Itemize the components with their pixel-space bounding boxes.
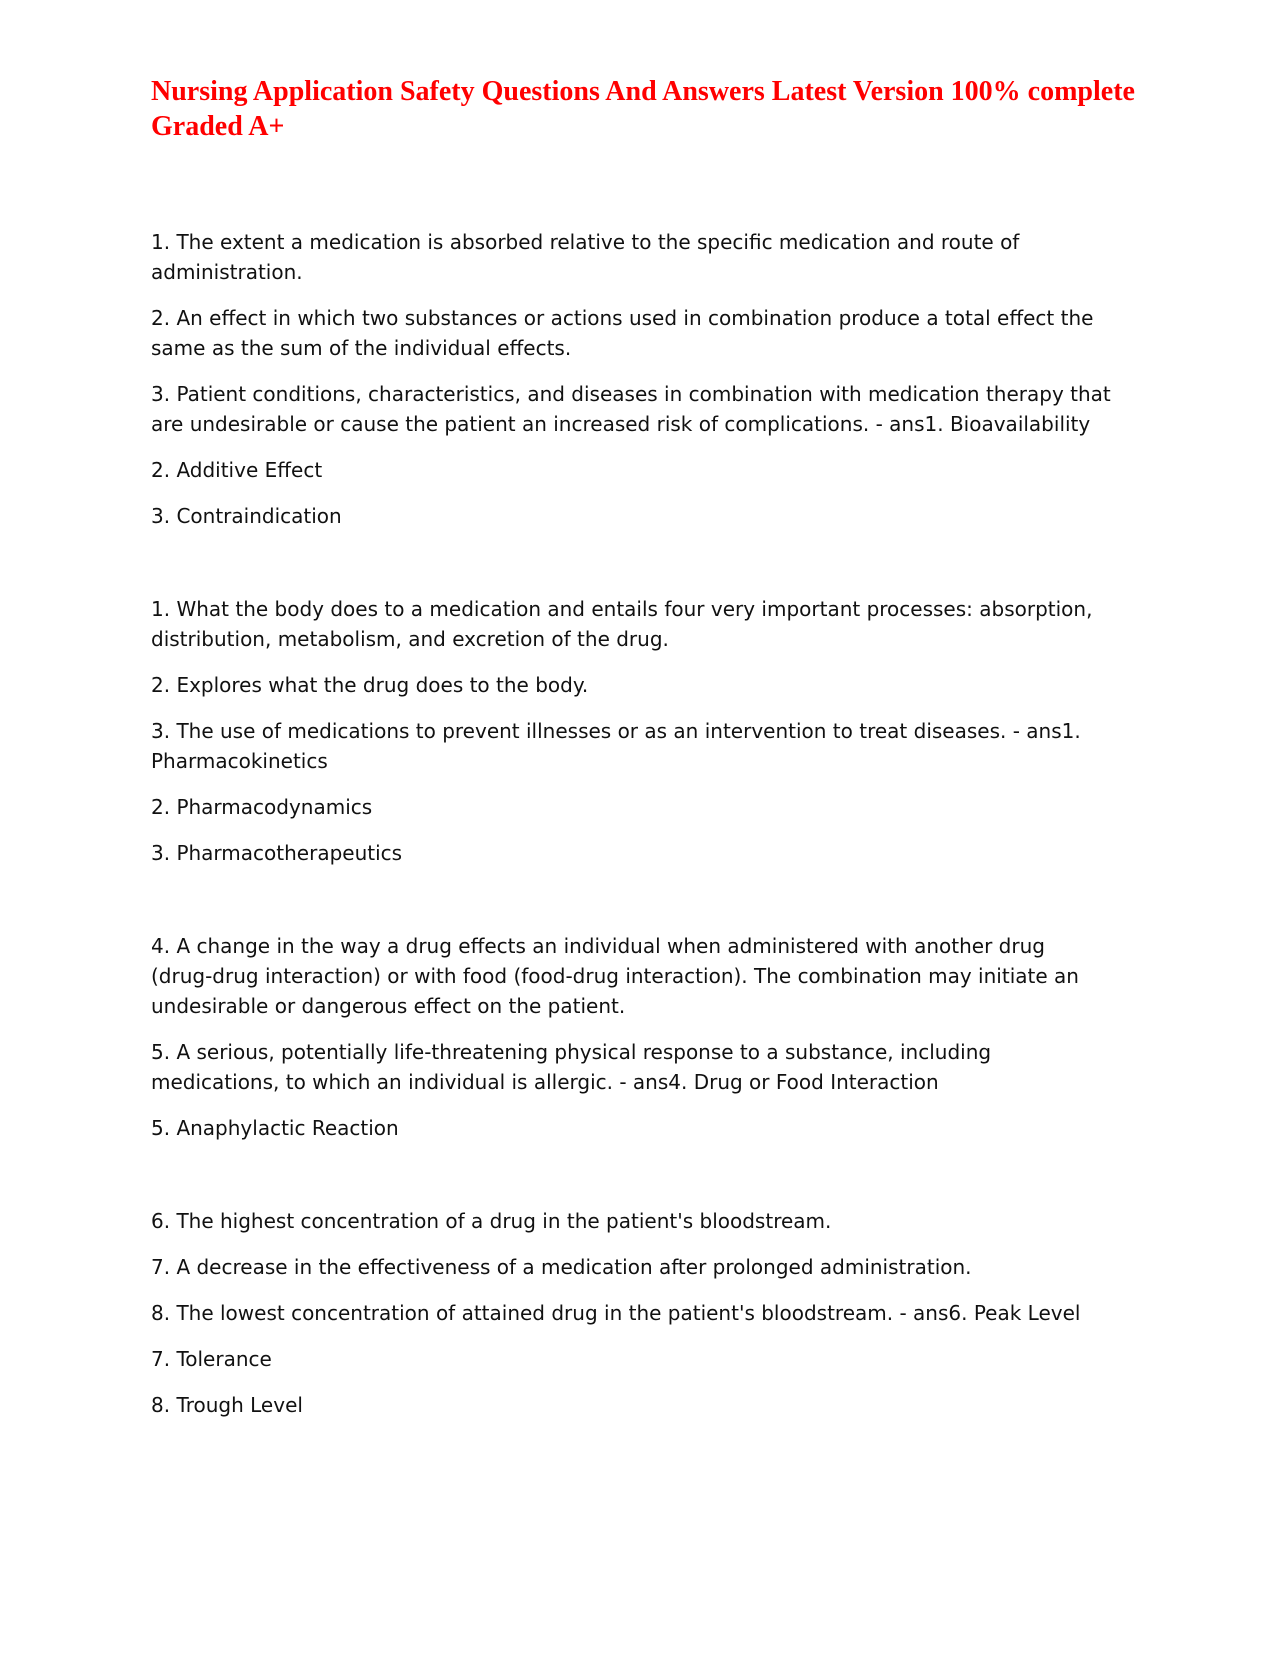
paragraph: 2. An effect in which two substances or actions used in combination produce a total effect the same as the sum of the individual effects. — [151, 306, 1094, 360]
paragraph: 6. The highest concentration of a drug in the patient's bloodstream. — [151, 1209, 832, 1233]
paragraph: 1. What the body does to a medication and entails four very important processes: absorption, distribution, metabolism, and excretion of the drug. — [151, 597, 1093, 651]
paragraph: 3. Patient conditions, characteristics, and diseases in combination with medication therapy that are undesirable or cause the patient an increased risk of complications. - ans1. Bioavailability — [151, 382, 1111, 436]
paragraph: 2. Explores what the drug does to the body. — [151, 673, 589, 697]
paragraph: 3. The use of medications to prevent illnesses or as an intervention to treat diseases. - ans1. Pharmacokinetics — [151, 719, 1081, 773]
paragraph: 2. Additive Effect — [151, 458, 323, 482]
document-body — [151, 227, 1111, 1420]
paragraph: 7. A decrease in the effectiveness of a medication after prolonged administration. — [151, 1255, 972, 1279]
question-group-4 — [151, 1206, 1111, 1420]
question-group-1 — [151, 227, 1111, 531]
paragraph: 5. A serious, potentially life-threatening physical response to a substance, including medications, to which an individual is allergic. - ans4. Drug or Food Interaction — [151, 1040, 992, 1094]
paragraph: 8. The lowest concentration of attained drug in the patient's bloodstream. - ans6. Peak Level — [151, 1301, 1081, 1325]
question-group-2 — [151, 594, 1111, 868]
paragraph: 8. Trough Level — [151, 1393, 303, 1417]
paragraph: 5. Anaphylactic Reaction — [151, 1116, 399, 1140]
paragraph: 2. Pharmacodynamics — [151, 795, 373, 819]
document-title: Nursing Application Safety Questions And Answers Latest Version 100% complete Graded A+ — [151, 76, 1135, 142]
paragraph: 4. A change in the way a drug effects an individual when administered with another drug (drug-drug interaction) or with food (food-drug interaction). The combination may initiate an undesirable or dangerous effect on the patient. — [151, 934, 1079, 1018]
paragraph: 1. The extent a medication is absorbed relative to the specific medication and route of administration. — [151, 230, 1020, 284]
question-group-3 — [151, 931, 1111, 1143]
paragraph: 3. Pharmacotherapeutics — [151, 841, 403, 865]
paragraph: 7. Tolerance — [151, 1347, 272, 1371]
paragraph: 3. Contraindication — [151, 504, 342, 528]
